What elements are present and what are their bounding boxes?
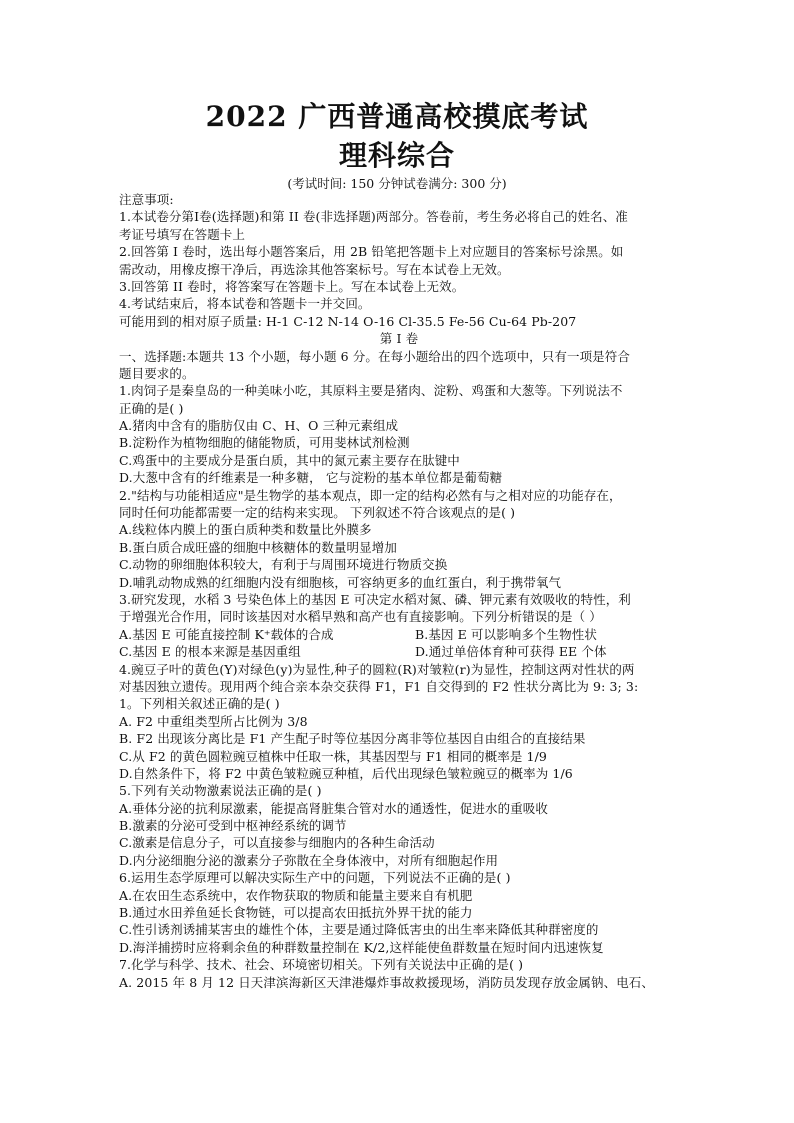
exam-body — [119, 191, 679, 991]
q2-option-c: C.动物的卵细胞体积较大，有利于与周围环境进行物质交换 — [119, 557, 448, 573]
atomic-masses: 可能用到的相对原子质量: H-1 C-12 N-14 O-16 Cl-35.5 Fe-56 Cu-64 Pb-207 — [119, 313, 577, 329]
q4-option-b: B. F2 出现该分离比是 F1 产生配子时等位基因分离非等位基因自由组合的直接结果 — [119, 731, 586, 747]
q5-option-b: B.激素的分泌可受到中枢神经系统的调节 — [119, 818, 347, 834]
q3-option-a: A.基因 E 可能直接控制 K⁺载体的合成 — [119, 626, 334, 642]
q3-option-d: D.通过单倍体育种可获得 EE 个体 — [415, 644, 607, 660]
q6-option-d: D.海洋捕捞时应将剩余鱼的种群数量控制在 K/2,这样能使鱼群数量在短时间内迅速恢复 — [119, 939, 604, 955]
q4-stem-cont2: 1。下列相关叙述正确的是( ) — [119, 696, 280, 712]
q4-option-a: A. F2 中重组类型所占比例为 3/8 — [119, 713, 308, 729]
exam-title: 2022 广西普通高校摸底考试 — [205, 100, 589, 133]
q6-option-a: A.在农田生态系统中，农作物获取的物质和能量主要来自有机肥 — [119, 887, 473, 903]
q6-stem: 6.运用生态学原理可以解决实际生产中的问题，下列说法不正确的是( ) — [119, 870, 511, 886]
q2-option-a: A.线粒体内膜上的蛋白质种类和数量比外膜多 — [119, 522, 372, 538]
q1-stem: 1.肉饲子是秦皇岛的一种美味小吃，其原料主要是猪肉、淀粉、鸡蛋和大葱等。下列说法不 — [119, 383, 623, 399]
note-item-1: 1.本试卷分第Ⅰ卷(选择题)和第 II 卷(非选择题)两部分。答卷前，考生务必将自己的姓名、准 — [119, 209, 628, 225]
q3-stem: 3.研究发现，水稻 3 号染色体上的基因 E 可决定水稻对氮、磷、钾元素有效吸收的特性，利 — [119, 591, 631, 607]
q5-option-a: A.垂体分泌的抗利尿激素，能提高肾脏集合管对水的通透性，促进水的重吸收 — [119, 800, 549, 816]
q4-option-d: D.自然条件下，将 F2 中黄色皱粒豌豆种植，后代出现绿色皱粒豌豆的概率为 1/6 — [119, 765, 573, 781]
section-title: 第 I 卷 — [379, 331, 419, 347]
q6-option-b: B.通过水田养鱼延长食物链，可以提高农田抵抗外界干扰的能力 — [119, 905, 473, 921]
q3-option-b: B.基因 E 可以影响多个生物性状 — [415, 626, 597, 642]
q3-stem-cont: 于增强光合作用，同时该基因对水稻早熟和高产也有直接影响。下列分析错误的是（ ） — [119, 609, 602, 625]
note-item-1-cont: 考证号填写在答题卡上 — [119, 226, 246, 242]
exam-subject: 理科综合 — [338, 139, 455, 172]
q2-stem: 2."结构与功能相适应"是生物学的基本观点，即一定的结构必然有与之相对应的功能存在， — [119, 487, 622, 503]
q1-option-b: B.淀粉作为植物细胞的储能物质，可用斐林试剂检测 — [119, 435, 410, 451]
q2-option-d: D.哺乳动物成熟的红细胞内没有细胞核，可容纳更多的血红蛋白，利于携带氧气 — [119, 574, 562, 590]
q5-option-d: D.内分泌细胞分泌的激素分子弥散在全身体液中，对所有细胞起作用 — [119, 852, 499, 868]
q4-stem-cont: 对基因独立遗传。现用两个纯合亲本杂交获得 F1，F1 自交得到的 F2 性状分离比为 9: 3; 3: — [119, 678, 639, 694]
section-instructions: 一、选择题:本题共 13 个小题，每小题 6 分。在每小题给出的四个选项中，只有一项是符合 — [119, 348, 630, 364]
note-item-3: 3.回答第 II 卷时，将答案写在答题卡上。写在本试卷上无效。 — [119, 278, 465, 294]
q3-options-ab — [119, 626, 679, 643]
note-item-4: 4.考试结束后，将本试卷和答题卡一并交回。 — [119, 296, 371, 312]
section-instructions-cont: 题目要求的。 — [119, 365, 195, 381]
q5-stem: 5.下列有关动物激素说法正确的是( ) — [119, 783, 322, 799]
note-item-2-cont: 需改动，用橡皮擦干净后，再选涂其他答案标号。写在本试卷上无效。 — [119, 261, 510, 277]
q1-stem-cont: 正确的是( ) — [119, 400, 184, 416]
exam-time-score: (考试时间: 150 分钟试卷满分: 300 分) — [287, 176, 507, 191]
q7-stem: 7.化学与科学、技术、社会、环境密切相关。下列有关说法中正确的是( ) — [119, 957, 524, 973]
q1-option-a: A.猪肉中含有的脂肪仅由 C、H、O 三种元素组成 — [119, 418, 399, 434]
q7-option-a: A. 2015 年 8 月 12 日天津滨海新区天津港爆炸事故救援现场，消防员发现存放金属钠、电石、 — [119, 974, 655, 990]
q3-options-cd — [119, 643, 679, 660]
q6-option-c: C.性引诱剂诱捕某害虫的雄性个体，主要是通过降低害虫的出生率来降低其种群密度的 — [119, 922, 599, 938]
q2-stem-cont: 同时任何功能都需要一定的结构来实现。 下列叙述不符合该观点的是( ) — [119, 505, 516, 521]
q5-option-c: C.激素是信息分子，可以直接参与细胞内的各种生命活动 — [119, 835, 435, 851]
q4-stem: 4.豌豆子叶的黄色(Y)对绿色(y)为显性,种子的圆粒(R)对皱粒(r)为显性，控制这两对性状的两 — [119, 661, 635, 677]
q1-option-c: C.鸡蛋中的主要成分是蛋白质，其中的氮元素主要存在肽键中 — [119, 452, 460, 468]
notes-heading: 注意事项: — [119, 192, 174, 207]
q2-option-b: B.蛋白质合成旺盛的细胞中核糖体的数量明显增加 — [119, 539, 397, 555]
q1-option-d: D.大葱中含有的纤维素是一种多糖， 它与淀粉的基本单位都是葡萄糖 — [119, 470, 503, 486]
q3-option-c: C.基因 E 的根本来源是基因重组 — [119, 644, 301, 660]
q4-option-c: C.从 F2 的黄色圆粒豌豆植株中任取一株，其基因型与 F1 相同的概率是 1/9 — [119, 748, 547, 764]
note-item-2: 2.回答第 I 卷时，选出每小题答案后，用 2B 铅笔把答题卡上对应题目的答案标号涂黑。如 — [119, 244, 624, 260]
